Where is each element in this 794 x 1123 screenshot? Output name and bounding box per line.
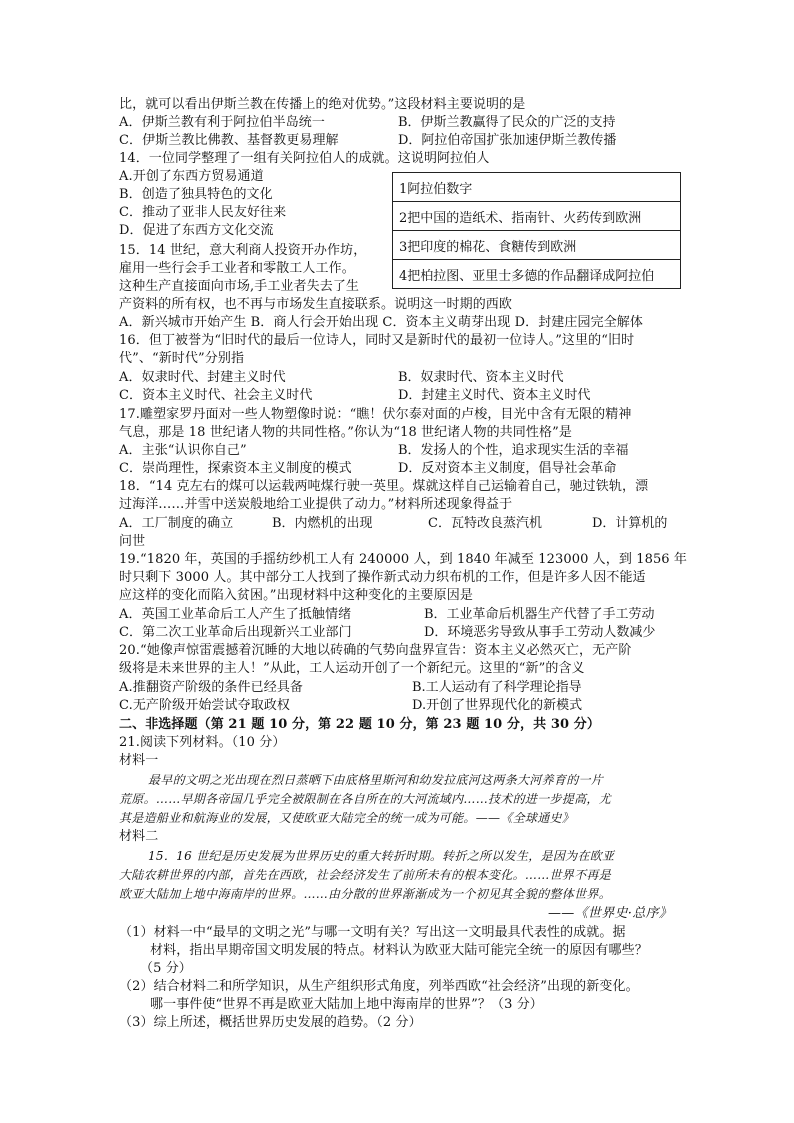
q17-option-b: B．发扬人的个性，追求现实生活的幸福 — [398, 443, 629, 458]
q18-option-a: A．工厂制度的确立 — [119, 516, 234, 531]
material-1-line-2: 荒原。……早期各帝国几乎完全被限制在各自所在的大河流域内……技术的进一步提高，尤 — [119, 792, 612, 806]
q20-option-c: C.无产阶级开始尝试夺取政权 — [119, 698, 291, 713]
q21-sub-2-line-2: 哪一事件使“世界不再是欧亚大陆加上地中海南岸的世界”？（3 分） — [150, 997, 543, 1012]
q17-option-a: A．主张“认识你自己” — [119, 443, 247, 458]
q19-option-a: A．英国工业革命后工人产生了抵触情绪 — [119, 607, 352, 622]
q21-sub-2-line-1: （2）结合材料二和所学知识，从生产组织形式角度，列举西欧“社会经济”出现的新变化。 — [119, 979, 639, 994]
q15-line-1: 15．14 世纪，意大利商人投资开办作坊， — [119, 243, 367, 258]
material-2-line-2: 大陆农耕世界的内部，首先在西欧，社会经济发生了前所未有的根本变化。……世界不再是 — [119, 868, 612, 882]
q14-option-c: C．推动了亚非人民友好往来 — [119, 205, 287, 220]
q14-achievement-table — [392, 172, 681, 289]
q14-option-a: A.开创了东西方贸易通道 — [119, 169, 264, 184]
q15-line-2: 雇用一些行会手工业者和零散工人工作。 — [119, 261, 355, 276]
section-2-title: 二、非选择题（第 21 题 10 分，第 22 题 10 分，第 23 题 10 分，共 30 分） — [119, 717, 600, 732]
q16-line-1: 16．但丁被誉为“旧时代的最后一位诗人，同时又是新时代的最初一位诗人。”这里的“旧时 — [119, 333, 635, 348]
q16-option-c: C．资本主义时代、社会主义时代 — [119, 388, 313, 403]
q13-option-c: C．伊斯兰教比佛教、基督教更易理解 — [119, 133, 339, 148]
q21-stem: 21.阅读下列材料。（10 分） — [119, 735, 286, 750]
q21-sub-3: （3）综上所述，概括世界历史发展的趋势。（2 分） — [119, 1015, 422, 1030]
q14-option-d: D．促进了东西方文化交流 — [119, 223, 274, 238]
q20-option-d: D.开创了世界现代化的新模式 — [412, 698, 583, 713]
q17-option-d: D．反对资本主义制度，倡导社会革命 — [398, 461, 617, 476]
q21-sub-1-line-3: （5 分） — [140, 961, 192, 976]
q16-option-a: A．奴隶时代、封建主义时代 — [119, 370, 286, 385]
q18-option-c: C．瓦特改良蒸汽机 — [428, 516, 542, 531]
material-2-source: ——《世界史·总序》 — [548, 906, 673, 921]
q14-option-b: B．创造了独具特色的文化 — [119, 187, 273, 202]
q19-option-d: D．环境恶劣导致从事手工劳动人数减少 — [424, 625, 656, 640]
q21-sub-1-line-1: （1）材料一中“最早的文明之光”与哪一文明有关？写出这一文明最具代表性的成就。据 — [119, 925, 626, 940]
q15-line-4: 产资料的所有权，也不再与市场发生直接联系。说明这一时期的西欧 — [119, 297, 513, 312]
table-cell: 2把中国的造纸术、指南针、火药传到欧洲 — [393, 202, 681, 231]
q18-line-1: 18．“14 克左右的煤可以运载两吨煤行驶一英里。煤就这样自己运输着自己，驰过铁轨，漂 — [119, 479, 649, 494]
q13-option-a: A．伊斯兰教有利于阿拉伯半岛统一 — [119, 115, 325, 130]
q19-line-3: 应这样的变化而陷入贫困。”出现材料中这种变化的主要原因是 — [119, 588, 473, 603]
q16-option-b: B．奴隶时代、资本主义时代 — [398, 370, 564, 385]
q18-option-b: B．内燃机的出现 — [272, 516, 373, 531]
material-2-line-3: 欧亚大陆加上地中海南岸的世界。……由分散的世界渐渐成为一个初见其全貌的整体世界。 — [119, 887, 612, 901]
q19-option-b: B．工业革命后机器生产代替了手工劳动 — [424, 607, 655, 622]
q18-line-2: 过海洋……并雪中送炭般地给工业提供了动力。”材料所述现象得益于 — [119, 497, 513, 512]
q20-line-1: 20.“她像声惊雷震撼着沉睡的大地以砖确的气势向盘界宣告：资本主义必然灭亡，无产阶 — [119, 643, 632, 658]
q19-line-2: 时只剩下 3000 人。其中部分工人找到了操作新式动力织布机的工作，但是许多人因不能适 — [119, 570, 646, 585]
table-row — [393, 260, 681, 289]
table-row — [393, 231, 681, 260]
table-row — [393, 173, 681, 202]
q13-option-d: D．阿拉伯帝国扩张加速伊斯兰教传播 — [398, 133, 617, 148]
q19-option-c: C．第二次工业革命后出现新兴工业部门 — [119, 625, 352, 640]
q15-options: A．新兴城市开始产生 B．商人行会开始出现 C．资本主义萌芽出现 D．封建庄园完全解体 — [119, 315, 644, 330]
q20-option-b: B.工人运动有了科学理论指导 — [412, 680, 582, 695]
q15-line-3: 这种生产直接面向市场,手工业者失去了生 — [119, 279, 360, 294]
table-cell: 1阿拉伯数字 — [393, 173, 681, 202]
table-cell: 3把印度的棉花、食糖传到欧洲 — [393, 231, 681, 260]
material-1-line-1: 最早的文明之光出现在烈日蒸晒下由底格里斯河和幼发拉底河这两条大河养育的一片 — [148, 773, 604, 787]
q21-sub-1-line-2: 材料，指出早期帝国文明发展的特点。材料认为欧亚大陆可能完全统一的原因有哪些？ — [150, 943, 648, 958]
q14-stem: 14．一位同学整理了一组有关阿拉伯人的成就。这说明阿拉伯人 — [119, 151, 490, 166]
q18-option-d-wrap: 问世 — [119, 534, 146, 549]
material-1-label: 材料一 — [119, 753, 159, 768]
material-2-line-1: 15．16 世纪是历史发展为世界历史的重大转折时期。转折之所以发生，是因为在欧亚 — [148, 849, 615, 863]
q17-option-c: C．崇尚理性，探索资本主义制度的模式 — [119, 461, 352, 476]
q19-line-1: 19.“1820 年，英国的手摇纺纱机工人有 240000 人，到 1840 年减至 123000 人，到 1856 年 — [119, 552, 688, 567]
q16-option-d: D．封建主义时代、资本主义时代 — [398, 388, 591, 403]
material-2-label: 材料二 — [119, 829, 159, 844]
q20-option-a: A.推翻资产阶级的条件已经具备 — [119, 680, 304, 695]
q17-line-1: 17.雕塑家罗丹面对一些人物塑像时说：“瞧！伏尔泰对面的卢梭，目光中含有无限的精神 — [119, 407, 632, 422]
q20-line-2: 级将是未来世界的主人！”从此，工人运动开创了一个新纪元。这里的“新”的含义 — [119, 661, 585, 676]
q13-stem: 比，就可以看出伊斯兰教在传播上的绝对优势。”这段材料主要说明的是 — [119, 97, 526, 112]
q17-line-2: 气息，那是 18 世纪诸人物的共同性格。”你认为“18 世纪诸人物的共同性格”是 — [119, 425, 572, 440]
q18-option-d: D．计算机的 — [592, 516, 668, 531]
table-row — [393, 202, 681, 231]
q16-line-2: 代”、“新时代”分别指 — [119, 351, 245, 366]
material-1-line-3: 其是造船业和航海业的发展，又使欧亚大陆完全的统一成为可能。——《全球通史》 — [119, 811, 575, 825]
q13-option-b: B．伊斯兰教赢得了民众的广泛的支持 — [398, 115, 616, 130]
table-cell: 4把柏拉图、亚里士多德的作品翻译成阿拉伯 — [393, 260, 681, 289]
